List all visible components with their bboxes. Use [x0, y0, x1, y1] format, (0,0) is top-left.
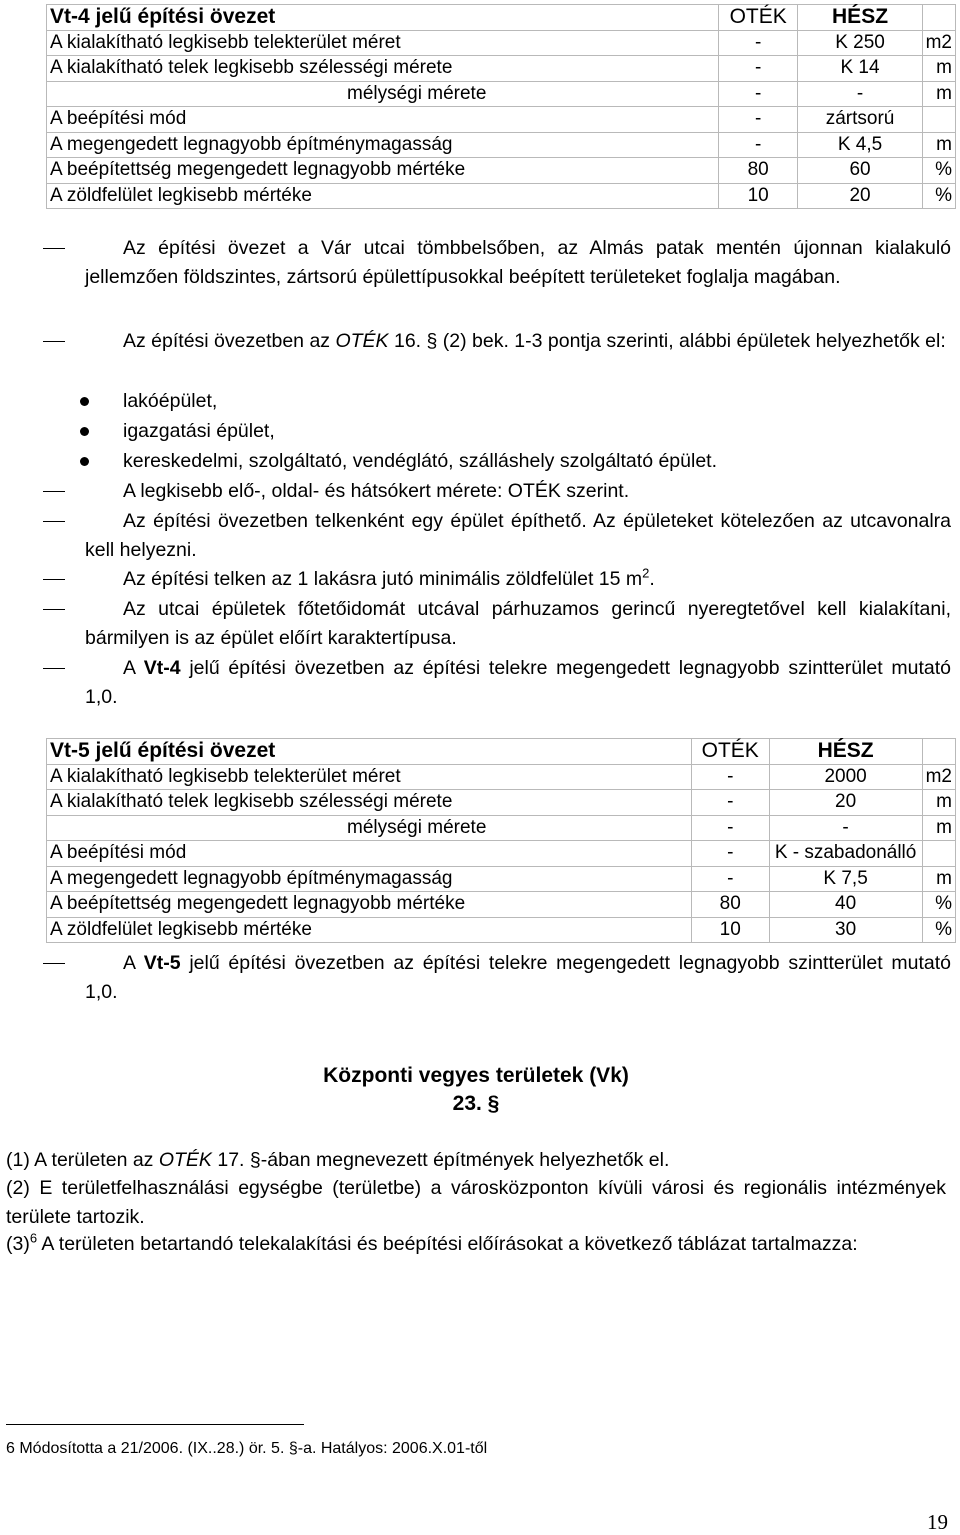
- cell: m: [922, 132, 955, 158]
- cell: A beépítési mód: [47, 841, 692, 867]
- cell: K 7,5: [769, 866, 922, 892]
- table-row: [47, 183, 956, 209]
- cell: 2000: [769, 764, 922, 790]
- cell: A zöldfelület legkisebb mértéke: [47, 917, 692, 943]
- dash-icon: [43, 668, 65, 669]
- footnote: 6 Módosította a 21/2006. (IX..28.) ör. 5. §-a. Hatályos: 2006.X.01-től: [6, 1440, 488, 1457]
- vt4-paragraph-4: [85, 507, 951, 564]
- footnote-divider: [6, 1424, 304, 1425]
- cell: mélységi mérete: [47, 815, 692, 841]
- table-row: [47, 764, 956, 790]
- paragraph-text: A: [123, 952, 135, 974]
- vt4-paragraph-3: [85, 477, 951, 506]
- zone-code: Vt-5: [143, 952, 181, 974]
- cell: -: [691, 764, 769, 790]
- table-row: [47, 790, 956, 816]
- cell: 80: [718, 158, 798, 184]
- cell: K 250: [798, 30, 922, 56]
- cell: %: [922, 158, 955, 184]
- cell: m2: [922, 30, 955, 56]
- bullet-text: kereskedelmi, szolgáltató, vendéglátó, szálláshely szolgáltató épület.: [123, 450, 718, 472]
- cell: m: [922, 815, 955, 841]
- cell: %: [922, 892, 955, 918]
- table-row: [47, 866, 956, 892]
- paragraph-text: jelű építési övezetben az építési telekre megengedett legnagyobb szintterület mutató 1,0.: [85, 657, 952, 708]
- col-unit: [922, 739, 955, 765]
- table-row: [47, 158, 956, 184]
- cell: [922, 841, 955, 867]
- paragraph-text: (3): [6, 1233, 30, 1255]
- cell: A kialakítható telek legkisebb szélességi mérete: [47, 790, 692, 816]
- cell: A beépítettség megengedett legnagyobb mértéke: [47, 892, 692, 918]
- cell: A kialakítható legkisebb telekterület méret: [47, 764, 692, 790]
- cell: -: [718, 107, 798, 133]
- body-paragraph-2: [6, 1174, 946, 1231]
- paragraph-text: Az építési övezetben telkenként egy épület építhető. Az épületeket kötelezően az utcavonalra kell helyezni.: [85, 510, 951, 561]
- bullet-item: [85, 387, 217, 415]
- cell: 40: [769, 892, 922, 918]
- paragraph-text: jelű építési övezetben az építési telekre megengedett legnagyobb szintterület mutató 1,0.: [85, 952, 952, 1003]
- cell: m: [922, 790, 955, 816]
- cell: [922, 107, 955, 133]
- dash-icon: [43, 521, 65, 522]
- paragraph-text: 17. §-ában megnevezett építmények helyezhetők el.: [217, 1149, 670, 1171]
- cell: -: [718, 30, 798, 56]
- bullet-text: igazgatási épület,: [123, 420, 275, 442]
- vt4-paragraph-1: [85, 234, 951, 291]
- vt4-paragraph-2: [85, 327, 951, 356]
- cell: -: [718, 81, 798, 107]
- table-title: Vt-4 jelű építési övezet: [47, 5, 719, 31]
- vt4-paragraph-7: [85, 654, 951, 711]
- cell: 20: [798, 183, 922, 209]
- table-row: [47, 81, 956, 107]
- col-unit: [922, 5, 955, 31]
- cell: A kialakítható telek legkisebb szélességi mérete: [47, 56, 719, 82]
- table-row: [47, 107, 956, 133]
- cell: 20: [769, 790, 922, 816]
- table-row: [47, 30, 956, 56]
- dash-icon: [43, 341, 65, 342]
- cell: m: [922, 81, 955, 107]
- vt5-table: [46, 738, 956, 943]
- bullet-text: lakóépület,: [123, 390, 218, 412]
- cell: %: [922, 917, 955, 943]
- table-row: [47, 917, 956, 943]
- cell: A kialakítható legkisebb telekterület méret: [47, 30, 719, 56]
- cell: -: [718, 56, 798, 82]
- bullet-icon: [80, 427, 89, 436]
- bullet-item: [85, 417, 275, 445]
- bullet-icon: [80, 457, 89, 466]
- superscript: 2: [642, 565, 650, 581]
- dash-icon: [43, 579, 65, 580]
- cell: -: [691, 815, 769, 841]
- cell: 80: [691, 892, 769, 918]
- cell: -: [691, 866, 769, 892]
- col-hesz: HÉSZ: [798, 5, 922, 31]
- otek-ref: OTÉK: [335, 330, 389, 352]
- paragraph-text: 16. § (2) bek. 1-3 pontja szerinti, alábbi épületek helyezhetők el:: [393, 330, 946, 352]
- vt4-paragraph-6: [85, 595, 951, 652]
- dash-icon: [43, 963, 65, 964]
- otek-ref: OTÉK: [158, 1149, 212, 1171]
- col-otek: OTÉK: [691, 739, 769, 765]
- cell: -: [691, 841, 769, 867]
- body-paragraph-3: [6, 1230, 946, 1259]
- vt4-table: [46, 4, 956, 209]
- cell: m2: [922, 764, 955, 790]
- cell: m: [922, 866, 955, 892]
- table-row: [47, 132, 956, 158]
- cell: zártsorú: [798, 107, 922, 133]
- paragraph-text: Az építési övezetben az: [123, 330, 331, 352]
- cell: A beépítettség megengedett legnagyobb mértéke: [47, 158, 719, 184]
- section-title: Központi vegyes területek (Vk): [323, 1064, 629, 1087]
- zone-code: Vt-4: [143, 657, 181, 679]
- paragraph-text: .: [649, 568, 655, 590]
- paragraph-text: Az építési telken az 1 lakásra jutó minimális zöldfelület 15 m: [123, 568, 643, 590]
- section-number: 23. §: [452, 1092, 500, 1115]
- cell: 60: [798, 158, 922, 184]
- paragraph-text: A: [123, 657, 135, 679]
- cell: -: [769, 815, 922, 841]
- paragraph-text: Az építési övezet a Vár utcai tömbbelsőben, az Almás patak mentén újonnan kialakuló jellemzően földszintes, zártsorú épülettípusokkal beépített területeket foglalja magában.: [85, 237, 951, 288]
- cell: 10: [691, 917, 769, 943]
- table-title: Vt-5 jelű építési övezet: [47, 739, 692, 765]
- bullet-icon: [80, 397, 89, 406]
- table-header: [47, 5, 956, 31]
- cell: A beépítési mód: [47, 107, 719, 133]
- cell: 10: [718, 183, 798, 209]
- paragraph-text: (1) A területen az: [6, 1149, 154, 1171]
- paragraph-text: Az utcai épületek főtetőidomát utcával párhuzamos gerincű nyeregtetővel kell kialakítani, bármilyen is az épület előírt karaktertípusa.: [85, 598, 951, 649]
- paragraph-text: A területen betartandó telekalakítási és beépítési előírásokat a következő táblázat tartalmazza:: [41, 1233, 858, 1255]
- cell: mélységi mérete: [47, 81, 719, 107]
- dash-icon: [43, 491, 65, 492]
- cell: %: [922, 183, 955, 209]
- cell: A megengedett legnagyobb építménymagasság: [47, 132, 719, 158]
- cell: m: [922, 56, 955, 82]
- cell: A megengedett legnagyobb építménymagasság: [47, 866, 692, 892]
- cell: K - szabadonálló: [769, 841, 922, 867]
- cell: K 14: [798, 56, 922, 82]
- table-header: [47, 739, 956, 765]
- paragraph-text: A legkisebb elő-, oldal- és hátsókert mérete: OTÉK szerint.: [123, 480, 630, 502]
- col-hesz: HÉSZ: [769, 739, 922, 765]
- col-otek: OTÉK: [718, 5, 798, 31]
- paragraph-text: (2) E területfelhasználási egységbe (területbe) a városközponton kívüli városi és regionális intézmények területe tartozik.: [6, 1177, 946, 1228]
- table-row: [47, 841, 956, 867]
- page-number: 19: [927, 1510, 948, 1534]
- footnote-ref: 6: [29, 1230, 38, 1246]
- table-row: [47, 892, 956, 918]
- vt5-paragraph: [85, 949, 951, 1006]
- dash-icon: [43, 609, 65, 610]
- table-row: [47, 56, 956, 82]
- table-row: [47, 815, 956, 841]
- bullet-item: [85, 447, 717, 475]
- cell: -: [718, 132, 798, 158]
- cell: K 4,5: [798, 132, 922, 158]
- cell: 30: [769, 917, 922, 943]
- vt4-paragraph-5: [85, 565, 951, 594]
- body-paragraph-1: [6, 1146, 946, 1175]
- cell: -: [691, 790, 769, 816]
- cell: A zöldfelület legkisebb mértéke: [47, 183, 719, 209]
- cell: -: [798, 81, 922, 107]
- dash-icon: [43, 248, 65, 249]
